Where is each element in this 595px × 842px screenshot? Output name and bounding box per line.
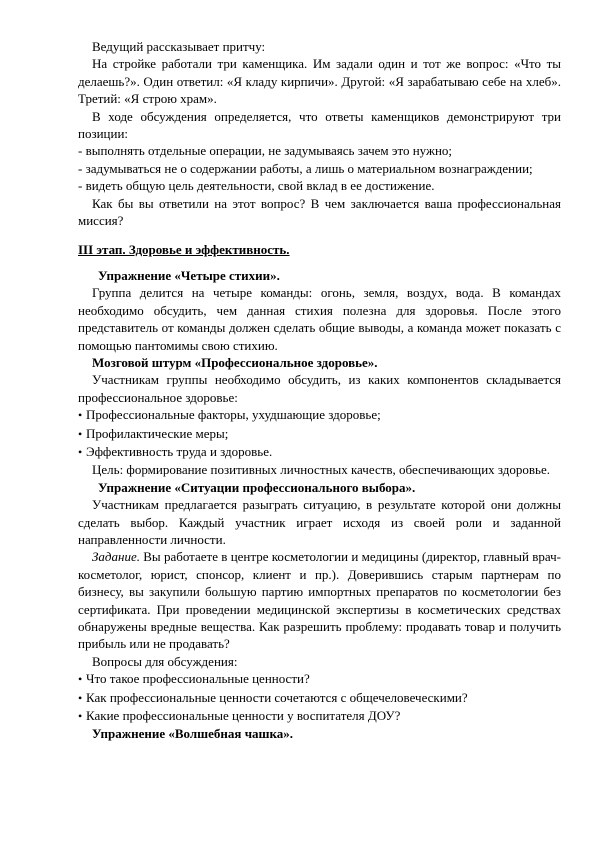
exercise-four-elements-text: Группа делится на четыре команды: огонь, земля, воздух, вода. В командах необходимо обсудить, чем данная стихия полезна для здоровья. После этого представитель от команды должен сделать общие выводы, а команда может показать с помощью пантомимы свою стихию. bbox=[78, 285, 561, 353]
brainstorm-text: Участникам группы необходимо обсудить, из каких компонентов складывается профессиональное здоровье: bbox=[78, 372, 561, 405]
position-item-1: - выполнять отдельные операции, не задумываясь зачем это нужно; bbox=[78, 143, 453, 159]
task-text: Вы работаете в центре косметологии и медицины (директор, главный врач-косметолог, юрист, спонсор, клиент и пр.). Доверившись старым партнерам по бизнесу, вы закупили большую партию импортных препаратов по косметологии без сертификата. При проведении медицинской экспертизы в косметических средствах обнаружены вредные вещества. Как разрешить проблему: продавать товар и получить прибыль или не продавать? bbox=[78, 549, 561, 652]
question-item-2: • Как профессиональные ценности сочетаются с общечеловеческими? bbox=[78, 689, 561, 707]
position-item-3: - видеть общую цель деятельности, свой вклад в ее достижение. bbox=[78, 178, 435, 194]
brainstorm-item-1: • Профессиональные факторы, ухудшающие здоровье; bbox=[78, 406, 561, 424]
exercise-magic-cup-title: Упражнение «Волшебная чашка». bbox=[92, 726, 294, 742]
task-label: Задание. bbox=[92, 549, 140, 565]
question-item-1: • Что такое профессиональные ценности? bbox=[78, 670, 561, 688]
question-item-3: • Какие профессиональные ценности у воспитателя ДОУ? bbox=[78, 707, 561, 725]
exercise-choice-text: Участникам предлагается разыграть ситуацию, в результате которой они должны сделать выбор. Каждый участник играет исходя из своей роли и заданной направленности личности. bbox=[78, 497, 561, 547]
intro-line: Ведущий рассказывает притчу: bbox=[92, 39, 266, 54]
parable-paragraph: На стройке работали три каменщика. Им задали один и тот же вопрос: «Что ты делаешь?». Один ответил: «Я кладу кирпичи». Другой: «Я зарабатываю себе на хлеб». Третий: «Я строю храм». bbox=[78, 56, 561, 107]
questions-title: Вопросы для обсуждения: bbox=[92, 653, 238, 669]
brainstorm-item-3: • Эффективность труда и здоровье. bbox=[78, 443, 561, 461]
exercise-four-elements-title: Упражнение «Четыре стихии». bbox=[98, 267, 280, 283]
task-paragraph bbox=[78, 548, 561, 652]
stage-heading: III этап. Здоровье и эффективность. bbox=[78, 242, 290, 258]
brainstorm-title: Мозговой штурм «Профессиональное здоровье». bbox=[92, 354, 378, 370]
position-item-2: - задумываться не о содержании работы, а лишь о материальном вознаграждении; bbox=[78, 160, 533, 176]
exercise-choice-title: Упражнение «Ситуации профессионального выбора». bbox=[98, 479, 416, 495]
discussion-paragraph: В ходе обсуждения определяется, что ответы каменщиков демонстрируют три позиции: bbox=[78, 108, 561, 142]
brainstorm-item-2: • Профилактические меры; bbox=[78, 425, 561, 443]
document-page bbox=[78, 38, 561, 743]
goal-paragraph: Цель: формирование позитивных личностных качеств, обеспечивающих здоровье. bbox=[92, 462, 551, 478]
mission-question: Как бы вы ответили на этот вопрос? В чем заключается ваша профессиональная миссия? bbox=[78, 195, 561, 229]
